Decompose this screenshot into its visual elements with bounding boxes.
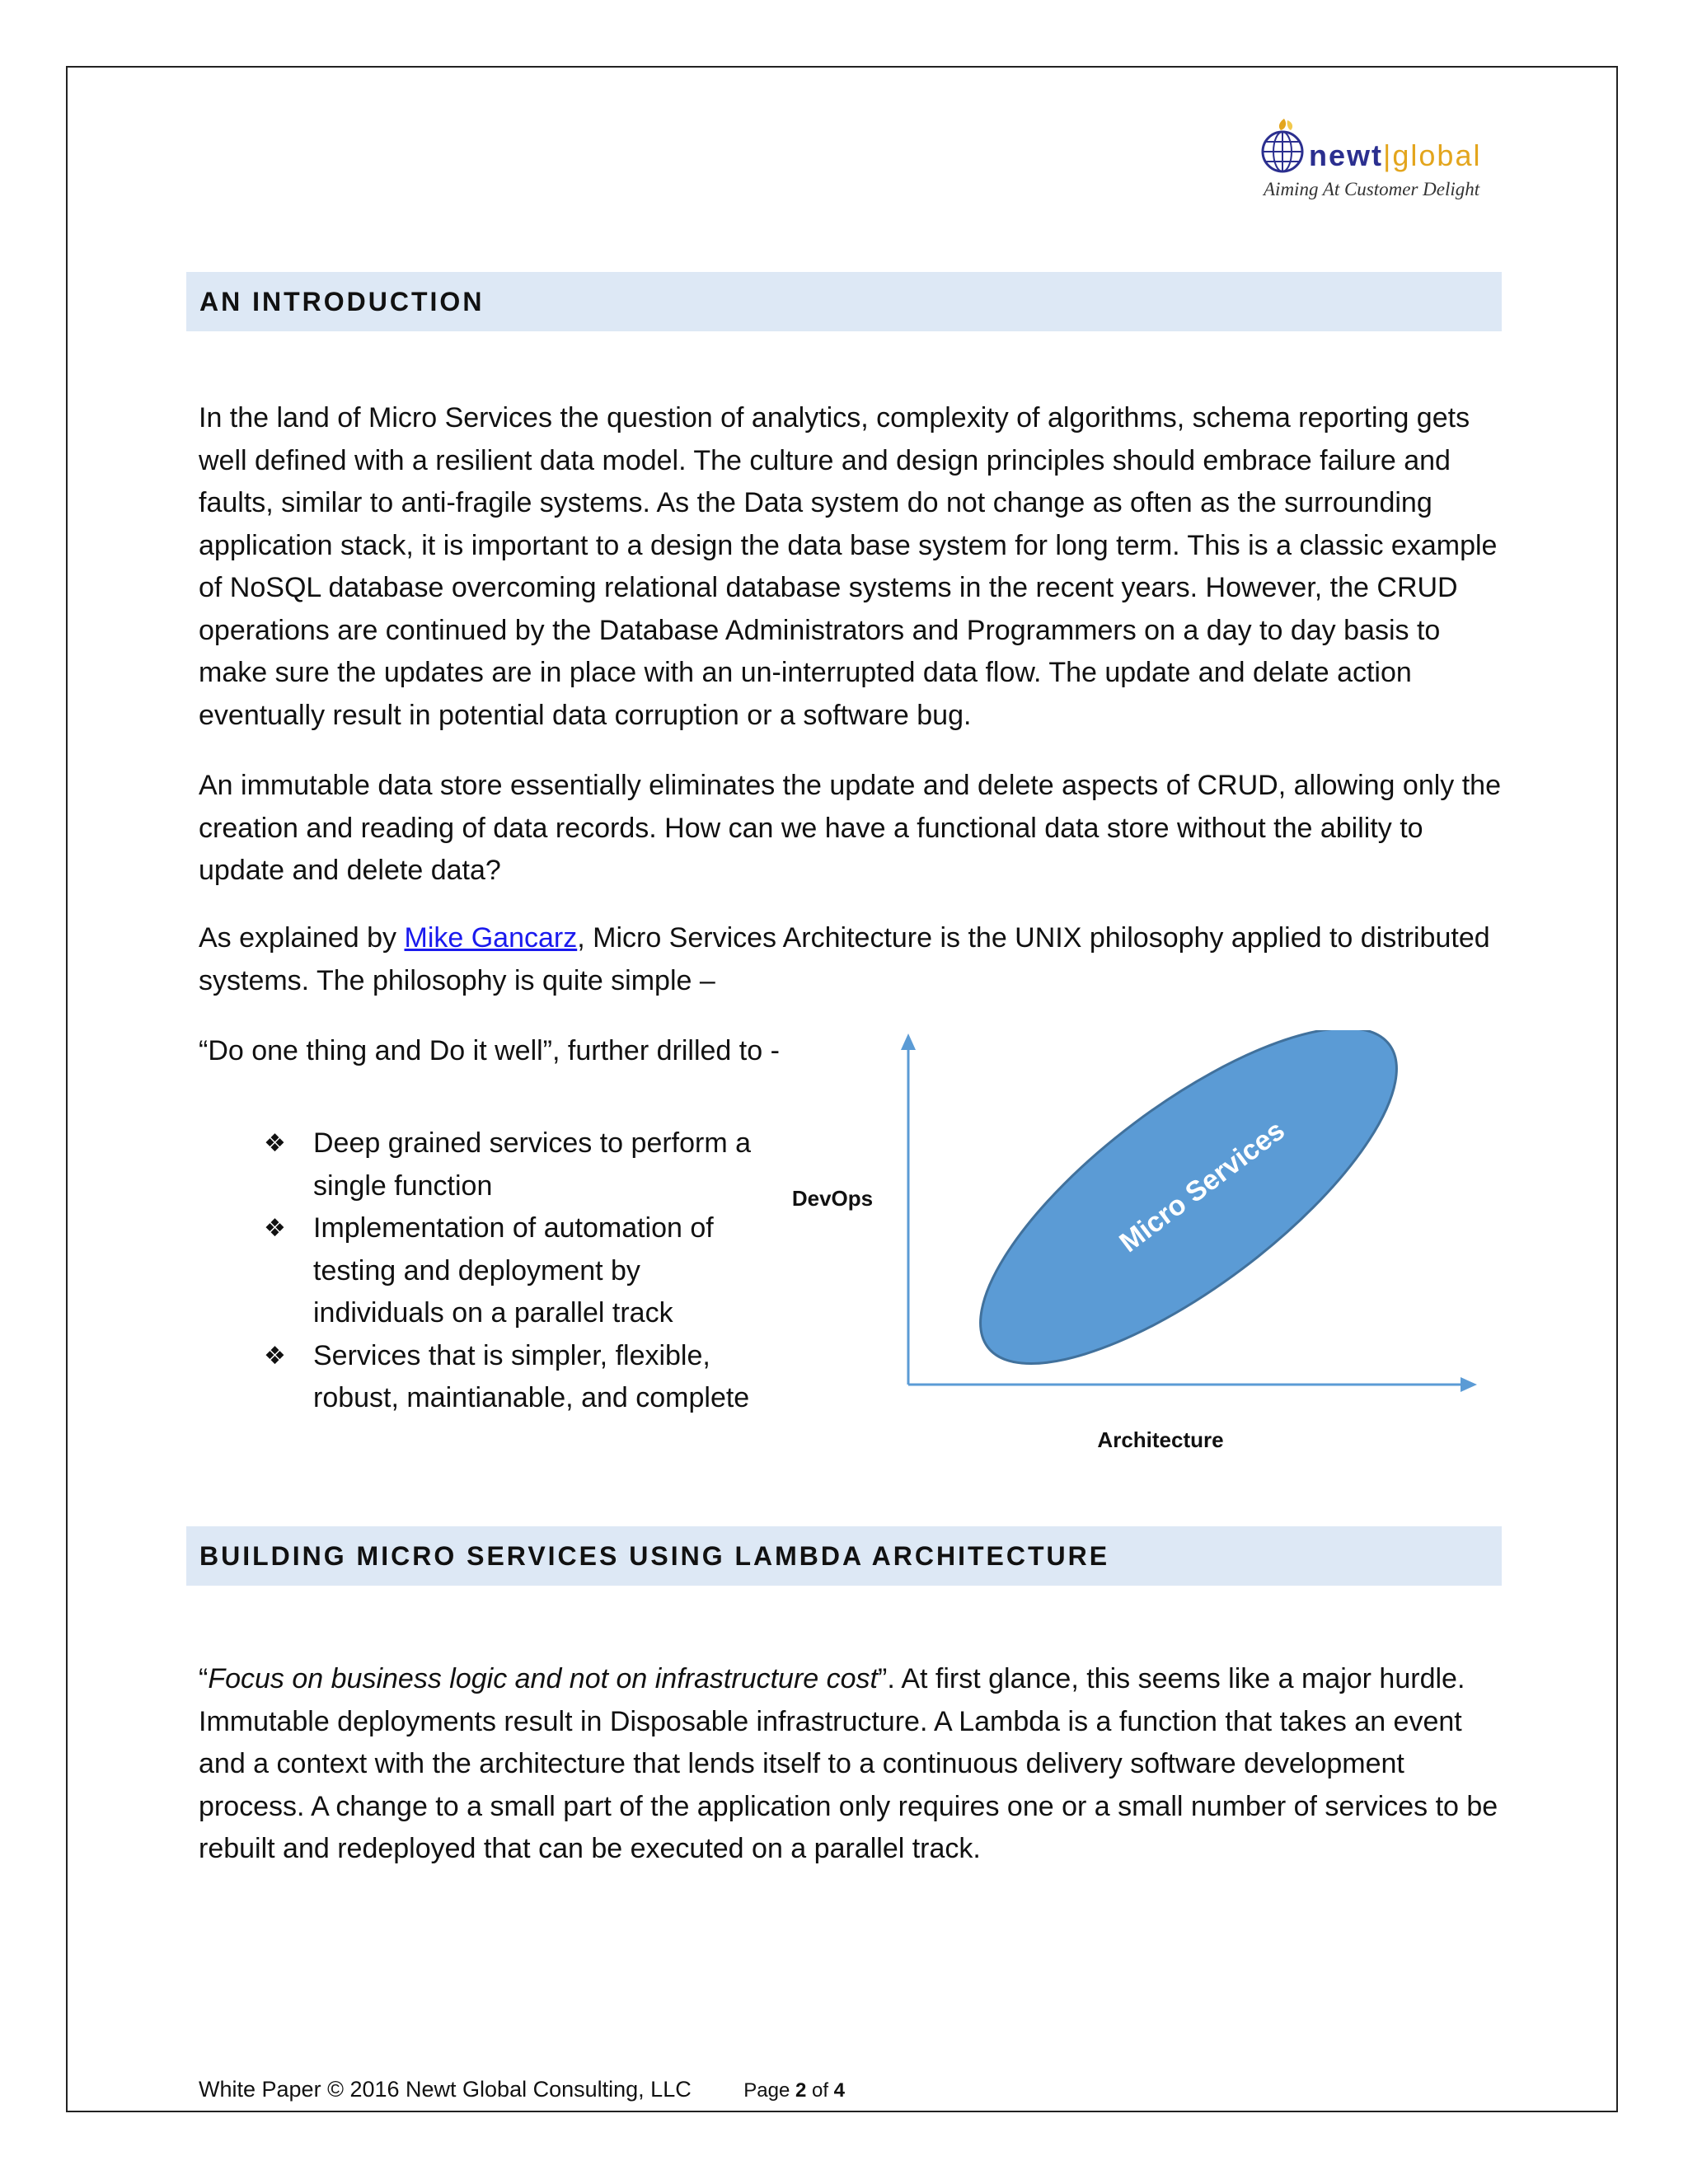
page-footer (199, 2077, 845, 2102)
page-number (743, 2079, 845, 2102)
footer-copyright: White Paper © 2016 Newt Global Consulting, LLC (199, 2077, 692, 2102)
list-item-text: Implementation of automation of testing and deployment by individuals on a parallel track (313, 1212, 714, 1329)
x-axis-label: Architecture (1097, 1427, 1224, 1452)
list-item (264, 1207, 775, 1335)
company-logo (1259, 115, 1490, 206)
list-item-text: Services that is simpler, flexible, robust, maintianable, and complete (313, 1339, 750, 1413)
paragraph-text: As explained by (199, 922, 405, 954)
logo-tagline: Aiming At Customer Delight (1264, 179, 1480, 199)
intro-paragraph-4: “Do one thing and Do it well”, further drilled to - (199, 1035, 780, 1066)
page-of: of (806, 2079, 834, 2102)
paragraph-text: ”. At first glance, this seems like a major hurdle. Immutable deployments result in Disposable infrastructure. A Lambda is a function that takes an event and a context with the architecture that lends itself to a continuous delivery software development process. A change to a small part of the application only requires one or a small number of services to be rebuilt and redeployed that can be executed on a parallel track. (199, 1663, 1498, 1864)
logo-separator: | (1383, 138, 1393, 172)
list-item (264, 1335, 775, 1420)
y-axis-arrow-icon (901, 1033, 916, 1050)
list-item-text: Deep grained services to perform a single function (313, 1127, 752, 1202)
logo-word-newt: newt (1309, 138, 1384, 172)
logo-word-global: global (1392, 138, 1482, 172)
micro-services-diagram (791, 1030, 1484, 1475)
page-current: 2 (795, 2079, 807, 2102)
diamond-bullet-icon: ❖ (264, 1214, 286, 1243)
logo-wordmark (1309, 138, 1481, 173)
diamond-bullet-icon: ❖ (264, 1129, 286, 1158)
quote-mark: “ (199, 1663, 209, 1694)
lambda-paragraph (199, 1658, 1501, 1871)
quote-text: Focus on business logic and not on infrastructure cost (208, 1663, 878, 1694)
page-word: Page (743, 2079, 795, 2102)
mike-gancarz-link[interactable]: Mike Gancarz (404, 922, 578, 954)
x-axis-arrow-icon (1461, 1377, 1477, 1392)
principles-list (264, 1122, 775, 1420)
list-item (264, 1122, 775, 1207)
globe-logo-icon (1259, 115, 1311, 181)
micro-services-ellipse (933, 1030, 1444, 1419)
intro-paragraph-1: In the land of Micro Services the question of analytics, complexity of algorithms, schema reporting gets well defined with a resilient data model. The culture and design principles should embrace failure and faults, similar to anti-fragile systems. As the Data system do not change as often as the surrounding application stack, it is important to a design the data base system for long term. This is a classic example of NoSQL database overcoming relational database systems in the recent years. However, the CRUD operations are continued by the Database Administrators and Programmers on a day to day basis to make sure the updates are in place with an un-interrupted data flow. The update and delate action eventually result in potential data corruption or a software bug. (199, 402, 1498, 731)
diamond-bullet-icon: ❖ (264, 1341, 286, 1371)
section-heading-introduction: AN INTRODUCTION (186, 272, 1502, 331)
section-heading-lambda: BUILDING MICRO SERVICES USING LAMBDA ARCHITECTURE (186, 1526, 1502, 1586)
page-total: 4 (833, 2079, 846, 2102)
y-axis-label: DevOps (791, 1186, 874, 1211)
intro-paragraph-3 (199, 917, 1501, 1002)
ellipse-label: Micro Services (1114, 1114, 1291, 1259)
intro-paragraph-2: An immutable data store essentially eliminates the update and delete aspects of CRUD, allowing only the creation and reading of data records. How can we have a functional data store without the ability to update and delete data? (199, 770, 1501, 886)
paragraph-text: , Micro Services Architecture is the UNIX philosophy applied to distributed systems. The philosophy is quite simple – (199, 922, 1490, 996)
